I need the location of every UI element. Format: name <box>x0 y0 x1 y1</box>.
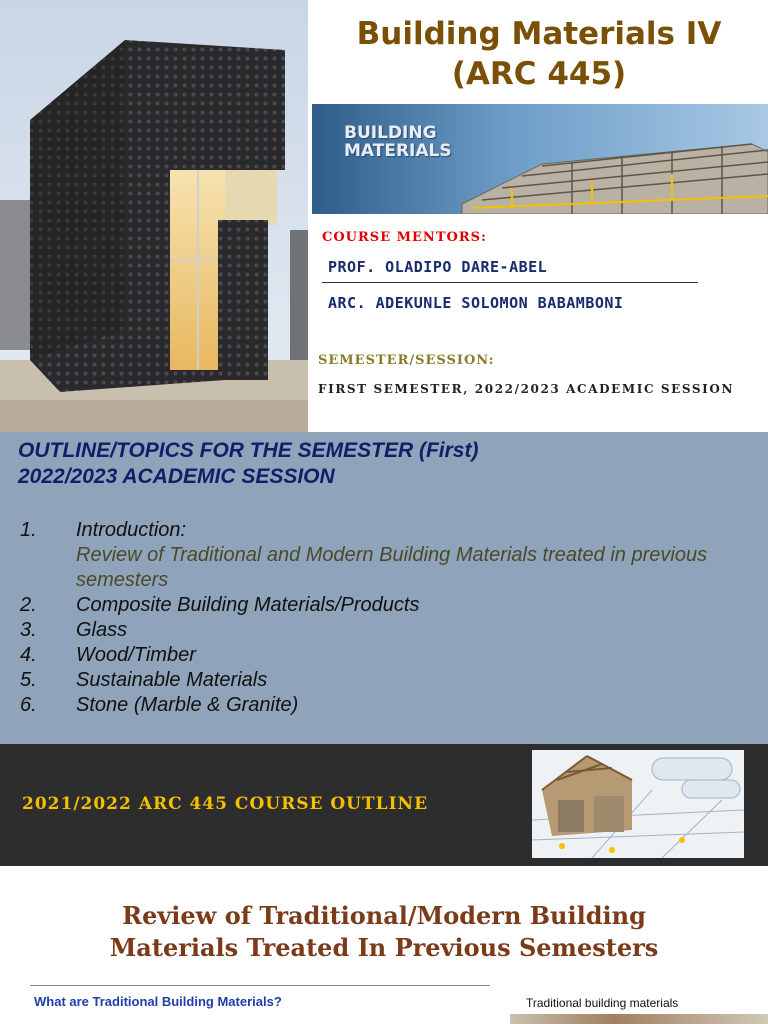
semester-session-label: SEMESTER/SESSION: <box>318 353 495 368</box>
topic-label: Wood/Timber <box>76 644 196 666</box>
topic-number: 4. <box>20 644 37 666</box>
list-item <box>20 618 760 643</box>
review-title-line2: Materials Treated In Previous Semesters <box>109 933 659 962</box>
topic-label: Stone (Marble & Granite) <box>76 694 299 716</box>
topic-list <box>20 518 760 718</box>
review-divider <box>30 985 490 986</box>
course-outline-title: 2021/2022 ARC 445 COURSE OUTLINE <box>22 794 429 814</box>
building-photo <box>0 0 308 432</box>
outline-slide <box>0 432 768 744</box>
outline-heading-line2: 2022/2023 ACADEMIC SESSION <box>18 465 335 488</box>
topic-number: 3. <box>20 619 37 641</box>
topic-number: 5. <box>20 669 37 691</box>
list-item <box>20 668 760 693</box>
topic-subtext: Review of Traditional and Modern Building Materials treated in previous semesters <box>76 544 708 591</box>
traditional-materials-question: What are Traditional Building Materials? <box>34 994 282 1009</box>
review-title-line1: Review of Traditional/Modern Building <box>122 901 646 930</box>
topic-label: Introduction: <box>76 519 187 541</box>
review-title <box>0 900 768 964</box>
house-construction-photo <box>532 750 744 858</box>
topic-label: Glass <box>76 619 128 641</box>
course-title-line1: Building Materials IV <box>356 16 722 52</box>
list-item <box>20 593 760 618</box>
mentor-name: PROF. OLADIPO DARE-ABEL <box>328 258 548 276</box>
list-item <box>20 518 760 593</box>
banner-heading-line2: MATERIALS <box>344 141 452 161</box>
traditional-materials-caption: Traditional building materials <box>526 996 679 1010</box>
banner-heading <box>344 124 452 160</box>
topic-label: Sustainable Materials <box>76 669 268 691</box>
topic-number: 6. <box>20 694 37 716</box>
semester-session-value: FIRST SEMESTER, 2022/2023 ACADEMIC SESSION <box>318 382 735 396</box>
list-item <box>20 693 760 718</box>
mentor-divider <box>322 282 698 283</box>
course-title-line2: (ARC 445) <box>451 56 627 92</box>
review-slide <box>0 866 768 1024</box>
list-item <box>20 643 760 668</box>
course-mentors-label: COURSE MENTORS: <box>322 230 487 245</box>
topic-label: Composite Building Materials/Products <box>76 594 420 616</box>
outline-heading-line1: OUTLINE/TOPICS FOR THE SEMESTER (First) <box>18 439 479 462</box>
banner-heading-line1: BUILDING <box>344 123 437 143</box>
building-materials-banner <box>312 104 768 214</box>
topic-number: 2. <box>20 594 37 616</box>
mentor-name: ARC. ADEKUNLE SOLOMON BABAMBONI <box>328 294 624 312</box>
title-slide <box>0 0 768 432</box>
traditional-materials-photo <box>510 1014 768 1024</box>
outline-heading <box>18 438 758 490</box>
course-title <box>310 14 768 94</box>
topic-number: 1. <box>20 519 37 541</box>
course-outline-slide <box>0 744 768 866</box>
